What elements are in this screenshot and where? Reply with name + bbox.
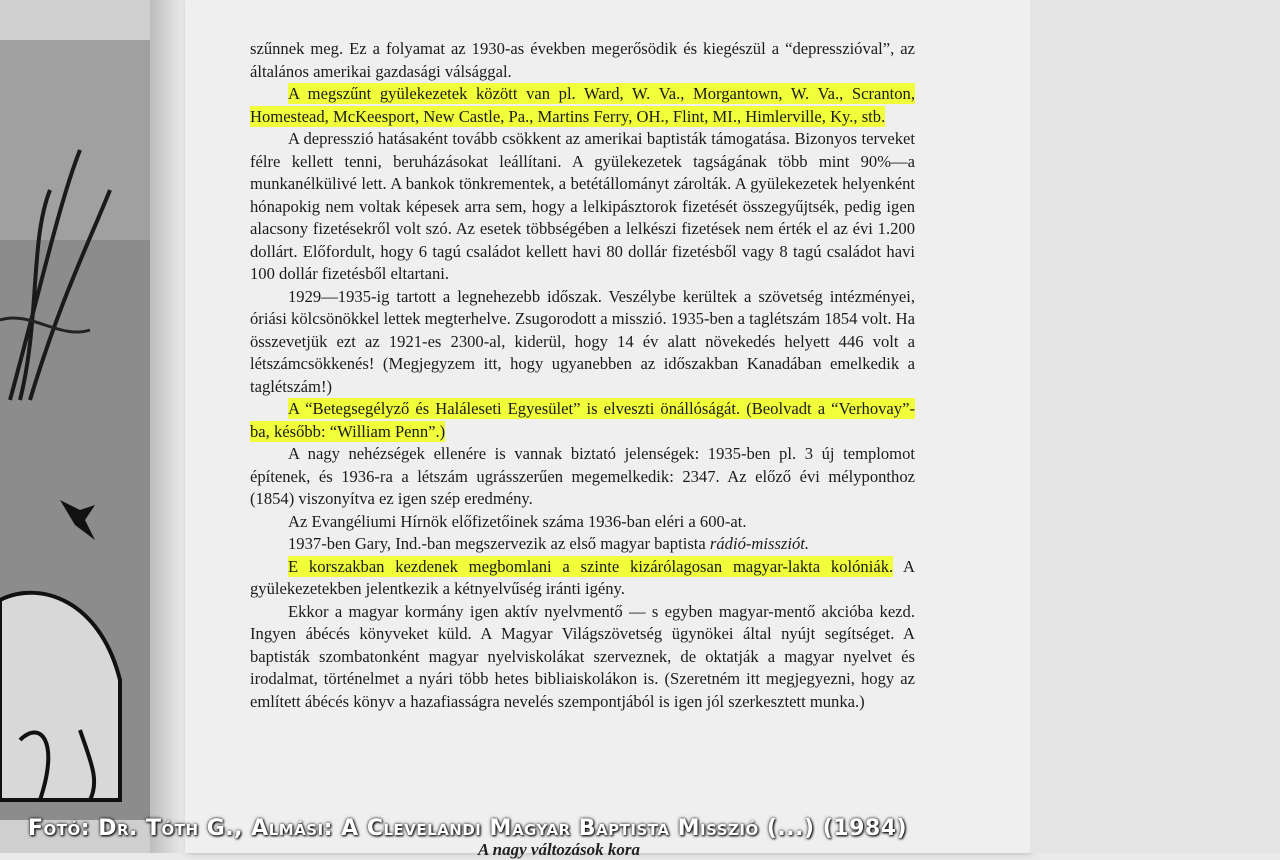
next-section-heading: A nagy változások kora [478, 840, 640, 859]
book-gutter [150, 0, 190, 853]
background [1030, 0, 1280, 853]
paragraph [250, 286, 915, 399]
highlighted-text: A “Betegsegélyző és Haláleseti Egyesület” is elveszti önállóságát. (Beolvadt a “Verhovay”-ba, később: “William Penn”.) [250, 399, 915, 441]
paragraph-text: 1937-ben Gary, Ind.-ban megszervezik az első magyar baptista [288, 534, 710, 553]
paragraph [250, 128, 915, 286]
left-page [0, 0, 185, 853]
highlighted-text: E korszakban kezdenek megbomlani a szinte kizárólagosan magyar-lakta kolóniák. [288, 556, 894, 576]
paragraph [250, 556, 915, 601]
paragraph-text: 1929—1935-ig tartott a legnehezebb időszak. Veszélybe kerültek a szövetség intézményei, óriási kölcsönökkel lettek megterhelve. Zsugorodott a misszió. 1935-ben a taglétszám 1854 volt. Ha összevetjük ezt az 1921-es 2300-al, kiderül, hogy 14 év alatt növekedés helyett 446 volt a létszámcsökkenés! (Megjegyzem itt, hogy ugyanebben az időszakban Kanadában emelkedik a taglétszám!) [250, 286, 915, 396]
paragraph [250, 443, 915, 511]
bird-illustration [0, 40, 150, 820]
paragraph [250, 601, 915, 714]
paragraph [250, 38, 915, 83]
paragraph [250, 511, 915, 534]
paragraph-text: szűnnek meg. Ez a folyamat az 1930-as években megerősödik és kiegészül a “depresszióval”, az általános amerikai gazdasági válsággal. [250, 39, 915, 81]
paragraph-text: A gyülekezetekben jelentkezik a kétnyelvűség iránti igény. [250, 556, 916, 598]
page-text [250, 38, 915, 713]
paragraph [250, 398, 915, 443]
paragraph [250, 83, 915, 128]
paragraph [250, 533, 915, 556]
photo-caption: Fotó: Dr. Tóth G., Almási: A Clevelandi Magyar Baptista Misszió (...) (1984) [28, 816, 908, 841]
highlighted-text: A megszűnt gyülekezetek között van pl. Ward, W. Va., Morgantown, W. Va., Scranton, Homestead, McKeesport, New Castle, Pa., Martins Ferry, OH., Flint, MI., Himlerville, Ky., stb. [250, 84, 915, 126]
paragraph-text: Az Evangéliumi Hírnök előfizetőinek száma 1936-ban eléri a 600-at. [288, 511, 747, 531]
paragraph-text: A nagy nehézségek ellenére is vannak biztató jelenségek: 1935-ben pl. 3 új templomot építenek, és 1936-ra a létszám ugrásszerűen megemelkedik: 2347. Az előző évi mélyponthoz (1854) viszonyítva ez igen szép eredmény. [250, 444, 915, 508]
paragraph-text: Ekkor a magyar kormány igen aktív nyelvmentő — s egyben magyar-mentő akcióba kezd. Ingyen ábécés könyveket küld. A Magyar Világszövetség ügynökei által nyújt segítséget. A baptisták szombatonként magyar nyelviskolákat szerveznek, de oktatják a magyar nyelvet és irodalmat, történelmet a nyári több hetes bibliaiskolákon is. (Szeretném itt megjegyezni, hogy az említett ábécés könyv a hazafiasságra nevelés szempontjából is igen jól szerkesztett munka.) [250, 601, 915, 711]
paragraph-text: rádió-missziót. [709, 534, 810, 553]
paragraph-text: A depresszió hatásaként tovább csökkent az amerikai baptisták támogatása. Bizonyos terveket félre kellett tenni, beruházásokat leállítani. A gyülekezetek tagságának több mint 90%—a munkanélkülivé lett. A bankok tönkrementek, a betétállományt zárolták. A gyülekezetek helyenként hónapokig nem voltak képesek arra sem, hogy a lelkipásztorok fizetését összegyűjtsék, pedig igen alacsony fizetésekről volt szó. Az esetek többségében a lelkészi fizetések nem érték el az évi 1.200 dollárt. Előfordult, hogy 6 tagú családot kellett havi 80 dollár fizetésből vagy 8 tagú családot havi 100 dollár fizetésből eltartani. [250, 129, 915, 283]
